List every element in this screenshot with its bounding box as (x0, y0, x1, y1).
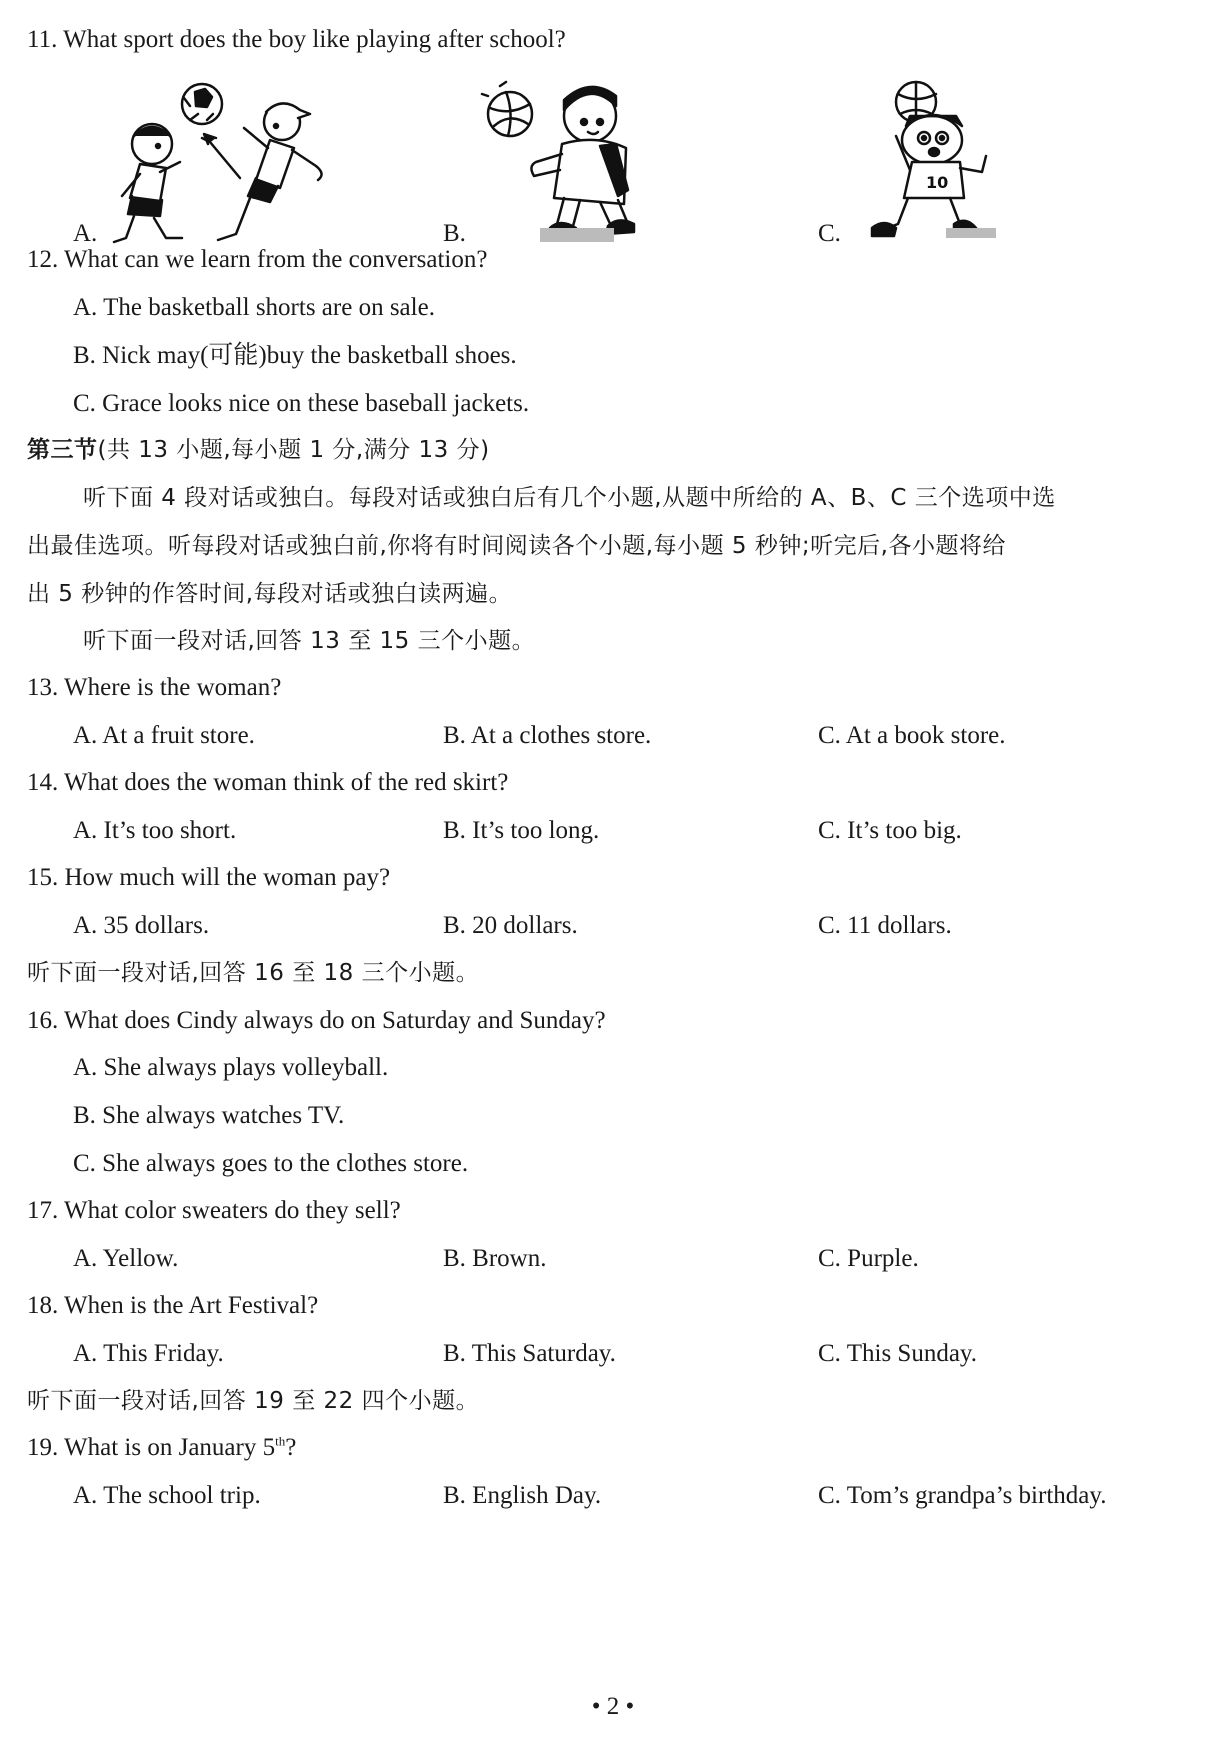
q19-option-b: B. English Day. (443, 1482, 602, 1509)
q17-option-a: A. Yellow. (73, 1245, 179, 1272)
prompt-13-15: 听下面一段对话,回答 13 至 15 三个小题。 (83, 628, 536, 654)
question-19 (27, 1432, 296, 1464)
svg-text:10: 10 (926, 173, 949, 192)
question-12: 12. What can we learn from the conversation? (27, 246, 488, 273)
q18-option-a: A. This Friday. (73, 1340, 224, 1367)
q15-option-b: B. 20 dollars. (443, 912, 578, 939)
q17-option-c: C. Purple. (818, 1245, 919, 1272)
q16-option-b: B. She always watches TV. (73, 1102, 345, 1129)
q16-option-a: A. She always plays volleyball. (73, 1054, 389, 1081)
section-3-title-rest: (共 13 小题,每小题 1 分,满分 13 分) (97, 437, 490, 463)
prompt-16-18: 听下面一段对话,回答 16 至 18 三个小题。 (27, 960, 480, 986)
q15-option-c: C. 11 dollars. (818, 912, 952, 939)
q11-option-b-label: B. (443, 220, 466, 247)
page-number: • 2 • (591, 1693, 635, 1720)
q16-option-c: C. She always goes to the clothes store. (73, 1150, 469, 1177)
q12-option-c: C. Grace looks nice on these baseball jackets. (73, 390, 530, 417)
q15-option-a: A. 35 dollars. (73, 912, 210, 939)
q18-option-c: C. This Sunday. (818, 1340, 978, 1367)
q19-option-c: C. Tom’s grandpa’s birthday. (818, 1482, 1107, 1509)
q11-option-a-label: A. (73, 220, 98, 247)
q13-option-b: B. At a clothes store. (443, 722, 652, 749)
question-17: 17. What color sweaters do they sell? (27, 1197, 401, 1224)
section-3-instruction-1: 听下面 4 段对话或独白。每段对话或独白后有几个小题,从题中所给的 A、B、C 三个选项中选 (83, 485, 1056, 511)
volleyball-image (480, 80, 680, 246)
section-3-heading (27, 434, 490, 466)
question-19-text: 19. What is on January 5 (27, 1434, 276, 1461)
prompt-19-22: 听下面一段对话,回答 19 至 22 四个小题。 (27, 1388, 480, 1414)
question-11: 11. What sport does the boy like playing after school? (27, 26, 566, 53)
question-16: 16. What does Cindy always do on Saturday and Sunday? (27, 1007, 606, 1034)
basketball-image (850, 78, 1010, 246)
question-13: 13. Where is the woman? (27, 674, 282, 701)
q12-option-b: B. Nick may(可能)buy the basketball shoes. (73, 342, 517, 369)
soccer-image (110, 78, 360, 246)
section-3-instruction-3: 出 5 秒钟的作答时间,每段对话或独白读两遍。 (27, 581, 513, 607)
section-3-title: 第三节 (27, 437, 98, 463)
q17-option-b: B. Brown. (443, 1245, 547, 1272)
q13-option-c: C. At a book store. (818, 722, 1006, 749)
q14-option-b: B. It’s too long. (443, 817, 600, 844)
q14-option-a: A. It’s too short. (73, 817, 237, 844)
question-15: 15. How much will the woman pay? (27, 864, 391, 891)
q13-option-a: A. At a fruit store. (73, 722, 255, 749)
q19-option-a: A. The school trip. (73, 1482, 261, 1509)
q12-option-a: A. The basketball shorts are on sale. (73, 294, 435, 321)
q18-option-b: B. This Saturday. (443, 1340, 616, 1367)
question-19-end: ? (285, 1434, 297, 1461)
question-19-superscript: th (275, 1433, 286, 1449)
section-3-instruction-2: 出最佳选项。听每段对话或独白前,你将有时间阅读各个小题,每小题 5 秒钟;听完后,各小题将给 (27, 533, 1006, 559)
question-18: 18. When is the Art Festival? (27, 1292, 319, 1319)
q14-option-c: C. It’s too big. (818, 817, 962, 844)
q11-option-c-label: C. (818, 220, 841, 247)
question-14: 14. What does the woman think of the red skirt? (27, 769, 509, 796)
